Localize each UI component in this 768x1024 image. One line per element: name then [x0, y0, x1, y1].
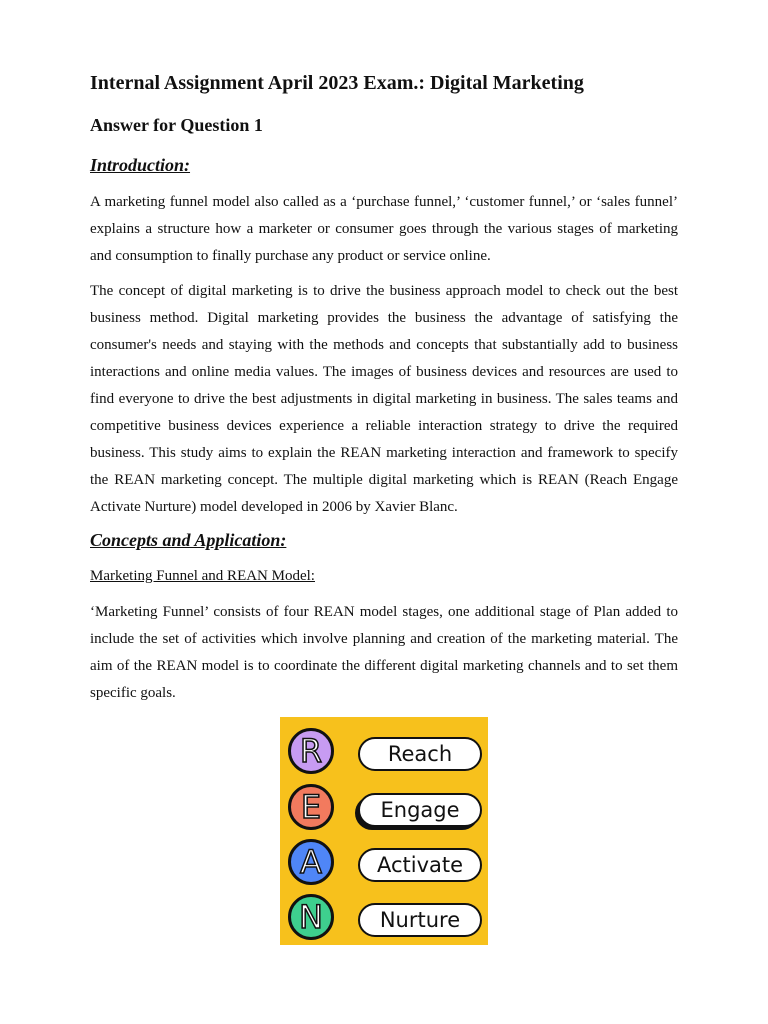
concepts-paragraph — [90, 599, 678, 707]
rean-model-figure — [280, 717, 488, 945]
rean-subheading: Marketing Funnel and REAN Model: — [90, 568, 315, 584]
rean-stage-pill: Nurture — [358, 903, 482, 937]
paragraph-line: Activate Nurture) model developed in 2006 by Xavier Blanc. — [90, 499, 458, 515]
rean-stage-pill: Engage — [358, 793, 482, 827]
document-subtitle: Answer for Question 1 — [90, 115, 263, 135]
paragraph-line: the REAN marketing concept. The multiple digital marketing which is REAN (Reach Engage — [90, 472, 678, 488]
paragraph-line: find everyone to drive the best adjustments in digital marketing in business. The sales teams and — [90, 391, 678, 407]
rean-row-nurture — [280, 889, 488, 939]
rean-stage-pill: Reach — [358, 737, 482, 771]
paragraph-line: and consumption to finally purchase any product or service online. — [90, 248, 491, 264]
paragraph-line: specific goals. — [90, 685, 176, 701]
paragraph-line: ‘Marketing Funnel’ consists of four REAN model stages, one additional stage of Plan added to — [90, 604, 678, 620]
paragraph-line: aim of the REAN model is to coordinate the different digital marketing channels and to set them — [90, 658, 678, 674]
rean-row-reach — [280, 723, 488, 773]
rean-letter-badge: N — [288, 894, 334, 940]
rean-row-activate — [280, 834, 488, 884]
intro-paragraph-2 — [90, 278, 678, 521]
rean-stage-pill: Activate — [358, 848, 482, 882]
intro-paragraph-1 — [90, 189, 678, 270]
rean-row-engage — [280, 779, 488, 829]
paragraph-line: A marketing funnel model also called as a ‘purchase funnel,’ ‘customer funnel,’ or ‘sales funnel’ — [90, 194, 678, 210]
rean-letter-badge: E — [288, 784, 334, 830]
paragraph-line: include the set of activities which involve planning and creation of the marketing material. The — [90, 631, 678, 647]
introduction-heading: Introduction: — [90, 155, 191, 175]
rean-letter-badge: A — [288, 839, 334, 885]
rean-letter-badge: R — [288, 728, 334, 774]
paragraph-line: business. This study aims to explain the REAN marketing interaction and framework to specify — [90, 445, 678, 461]
paragraph-line: explains a structure how a marketer or consumer goes through the various stages of marketing — [90, 221, 678, 237]
concepts-heading: Concepts and Application: — [90, 530, 287, 550]
paragraph-line: competitive business devices experience a reliable interaction strategy to drive the required — [90, 418, 678, 434]
paragraph-line: business method. Digital marketing provides the business the advantage of satisfying the — [90, 310, 678, 326]
document-title: Internal Assignment April 2023 Exam.: Digital Marketing — [90, 72, 584, 94]
paragraph-line: interactions and online media values. The images of business devices and resources are used to — [90, 364, 678, 380]
paragraph-line: consumer's needs and staying with the methods and concepts that substantially add to business — [90, 337, 678, 353]
paragraph-line: The concept of digital marketing is to drive the business approach model to check out the best — [90, 283, 678, 299]
